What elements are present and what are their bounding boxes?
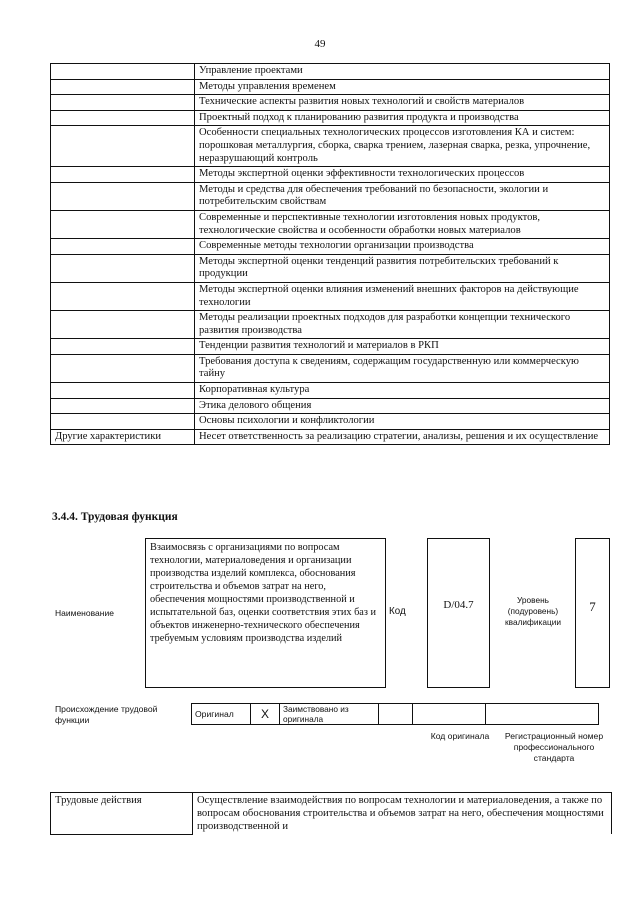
registration-number-cell bbox=[486, 704, 599, 725]
knowledge-item: Методы экспертной оценки эффективности технологических процессов bbox=[195, 167, 610, 183]
knowledge-row bbox=[51, 398, 610, 414]
other-characteristics-row bbox=[51, 429, 610, 445]
knowledge-item: Управление проектами bbox=[195, 64, 610, 80]
level-value-box: 7 bbox=[575, 538, 610, 688]
knowledge-row bbox=[51, 354, 610, 382]
original-mark: X bbox=[251, 704, 280, 725]
original-code-cell bbox=[413, 704, 486, 725]
origin-label: Происхождение трудовой функции bbox=[55, 704, 158, 725]
knowledge-item: Тенденции развития технологий и материалов в РКП bbox=[195, 339, 610, 355]
original-label: Оригинал bbox=[192, 704, 251, 725]
knowledge-label-cell bbox=[51, 398, 195, 414]
knowledge-item: Методы реализации проектных подходов для разработки концепции технического развития производства bbox=[195, 311, 610, 339]
knowledge-row bbox=[51, 239, 610, 255]
knowledge-label-cell bbox=[51, 210, 195, 238]
knowledge-label-cell bbox=[51, 79, 195, 95]
knowledge-row bbox=[51, 383, 610, 399]
knowledge-item: Основы психологии и конфликтологии bbox=[195, 414, 610, 430]
knowledge-label-cell bbox=[51, 167, 195, 183]
original-code-caption: Код оригинала bbox=[430, 731, 490, 741]
registration-number-caption: Регистрационный номер профессионального стандарта bbox=[504, 731, 604, 763]
knowledge-item: Этика делового общения bbox=[195, 398, 610, 414]
knowledge-row bbox=[51, 126, 610, 167]
knowledge-item: Современные методы технологии организации производства bbox=[195, 239, 610, 255]
knowledge-label-cell bbox=[51, 339, 195, 355]
knowledge-item: Особенности специальных технологических процессов изготовления КА и систем: порошковая металлургия, сборка, сварка трением, лазерная сварка, резка, упрочнение, неразрушающий контроль bbox=[195, 126, 610, 167]
knowledge-item: Методы управления временем bbox=[195, 79, 610, 95]
knowledge-row bbox=[51, 254, 610, 282]
other-characteristics-label: Другие характеристики bbox=[51, 429, 195, 445]
knowledge-label-cell bbox=[51, 64, 195, 80]
knowledge-item: Корпоративная культура bbox=[195, 383, 610, 399]
knowledge-table bbox=[50, 63, 610, 445]
labor-actions-label: Трудовые действия bbox=[51, 793, 193, 835]
name-label: Наименование bbox=[55, 608, 114, 618]
knowledge-row bbox=[51, 210, 610, 238]
knowledge-item: Методы экспертной оценки влияния изменений внешних факторов на действующие технологии bbox=[195, 282, 610, 310]
code-label: Код bbox=[389, 606, 406, 617]
knowledge-row bbox=[51, 282, 610, 310]
knowledge-row bbox=[51, 110, 610, 126]
labor-actions-table bbox=[50, 792, 612, 835]
empty-cell bbox=[379, 704, 413, 725]
origin-table bbox=[191, 703, 599, 725]
knowledge-row bbox=[51, 79, 610, 95]
knowledge-label-cell bbox=[51, 95, 195, 111]
knowledge-row bbox=[51, 182, 610, 210]
knowledge-row bbox=[51, 311, 610, 339]
function-code-box: D/04.7 bbox=[427, 538, 490, 688]
function-name-box: Взаимосвязь с организациями по вопросам технологии, материаловедения и организации производства изделий комплекса, обоснования строительства и объемов затрат на него, обеспечения мощностями производственной и испытательной баз, оценки соответствия этих баз и объектов инженерно-технического обеспечения требуемым условиям производства изделий bbox=[145, 538, 386, 688]
borrowed-label: Заимствовано из оригинала bbox=[280, 704, 379, 725]
knowledge-label-cell bbox=[51, 182, 195, 210]
knowledge-row bbox=[51, 64, 610, 80]
knowledge-label-cell bbox=[51, 311, 195, 339]
page-number: 49 bbox=[314, 38, 326, 50]
knowledge-label-cell bbox=[51, 239, 195, 255]
labor-actions-value: Осуществление взаимодействия по вопросам технологии и материаловедения, а также по вопросам обоснования строительства и объемов затрат на него, обеспечения мощностями производственной и bbox=[193, 793, 612, 835]
knowledge-label-cell bbox=[51, 254, 195, 282]
knowledge-label-cell bbox=[51, 126, 195, 167]
section-heading: 3.4.4. Трудовая функция bbox=[52, 511, 178, 523]
knowledge-item: Технические аспекты развития новых технологий и свойств материалов bbox=[195, 95, 610, 111]
knowledge-label-cell bbox=[51, 383, 195, 399]
knowledge-item: Методы экспертной оценки тенденций развития потребительских требований к продукции bbox=[195, 254, 610, 282]
knowledge-row bbox=[51, 339, 610, 355]
knowledge-item: Методы и средства для обеспечения требований по безопасности, экологии и потребительским свойствам bbox=[195, 182, 610, 210]
other-characteristics-value: Несет ответственность за реализацию стратегии, анализы, решения и их осуществление bbox=[195, 429, 610, 445]
knowledge-label-cell bbox=[51, 354, 195, 382]
level-label: Уровень (подуровень) квалификации bbox=[505, 595, 561, 627]
knowledge-row bbox=[51, 167, 610, 183]
knowledge-item: Требования доступа к сведениям, содержащим государственную или коммерческую тайну bbox=[195, 354, 610, 382]
knowledge-row bbox=[51, 414, 610, 430]
knowledge-item: Проектный подход к планированию развития продукта и производства bbox=[195, 110, 610, 126]
knowledge-label-cell bbox=[51, 414, 195, 430]
knowledge-row bbox=[51, 95, 610, 111]
knowledge-label-cell bbox=[51, 282, 195, 310]
knowledge-item: Современные и перспективные технологии изготовления новых продуктов, технологические свойства и особенности обработки новых материалов bbox=[195, 210, 610, 238]
knowledge-label-cell bbox=[51, 110, 195, 126]
